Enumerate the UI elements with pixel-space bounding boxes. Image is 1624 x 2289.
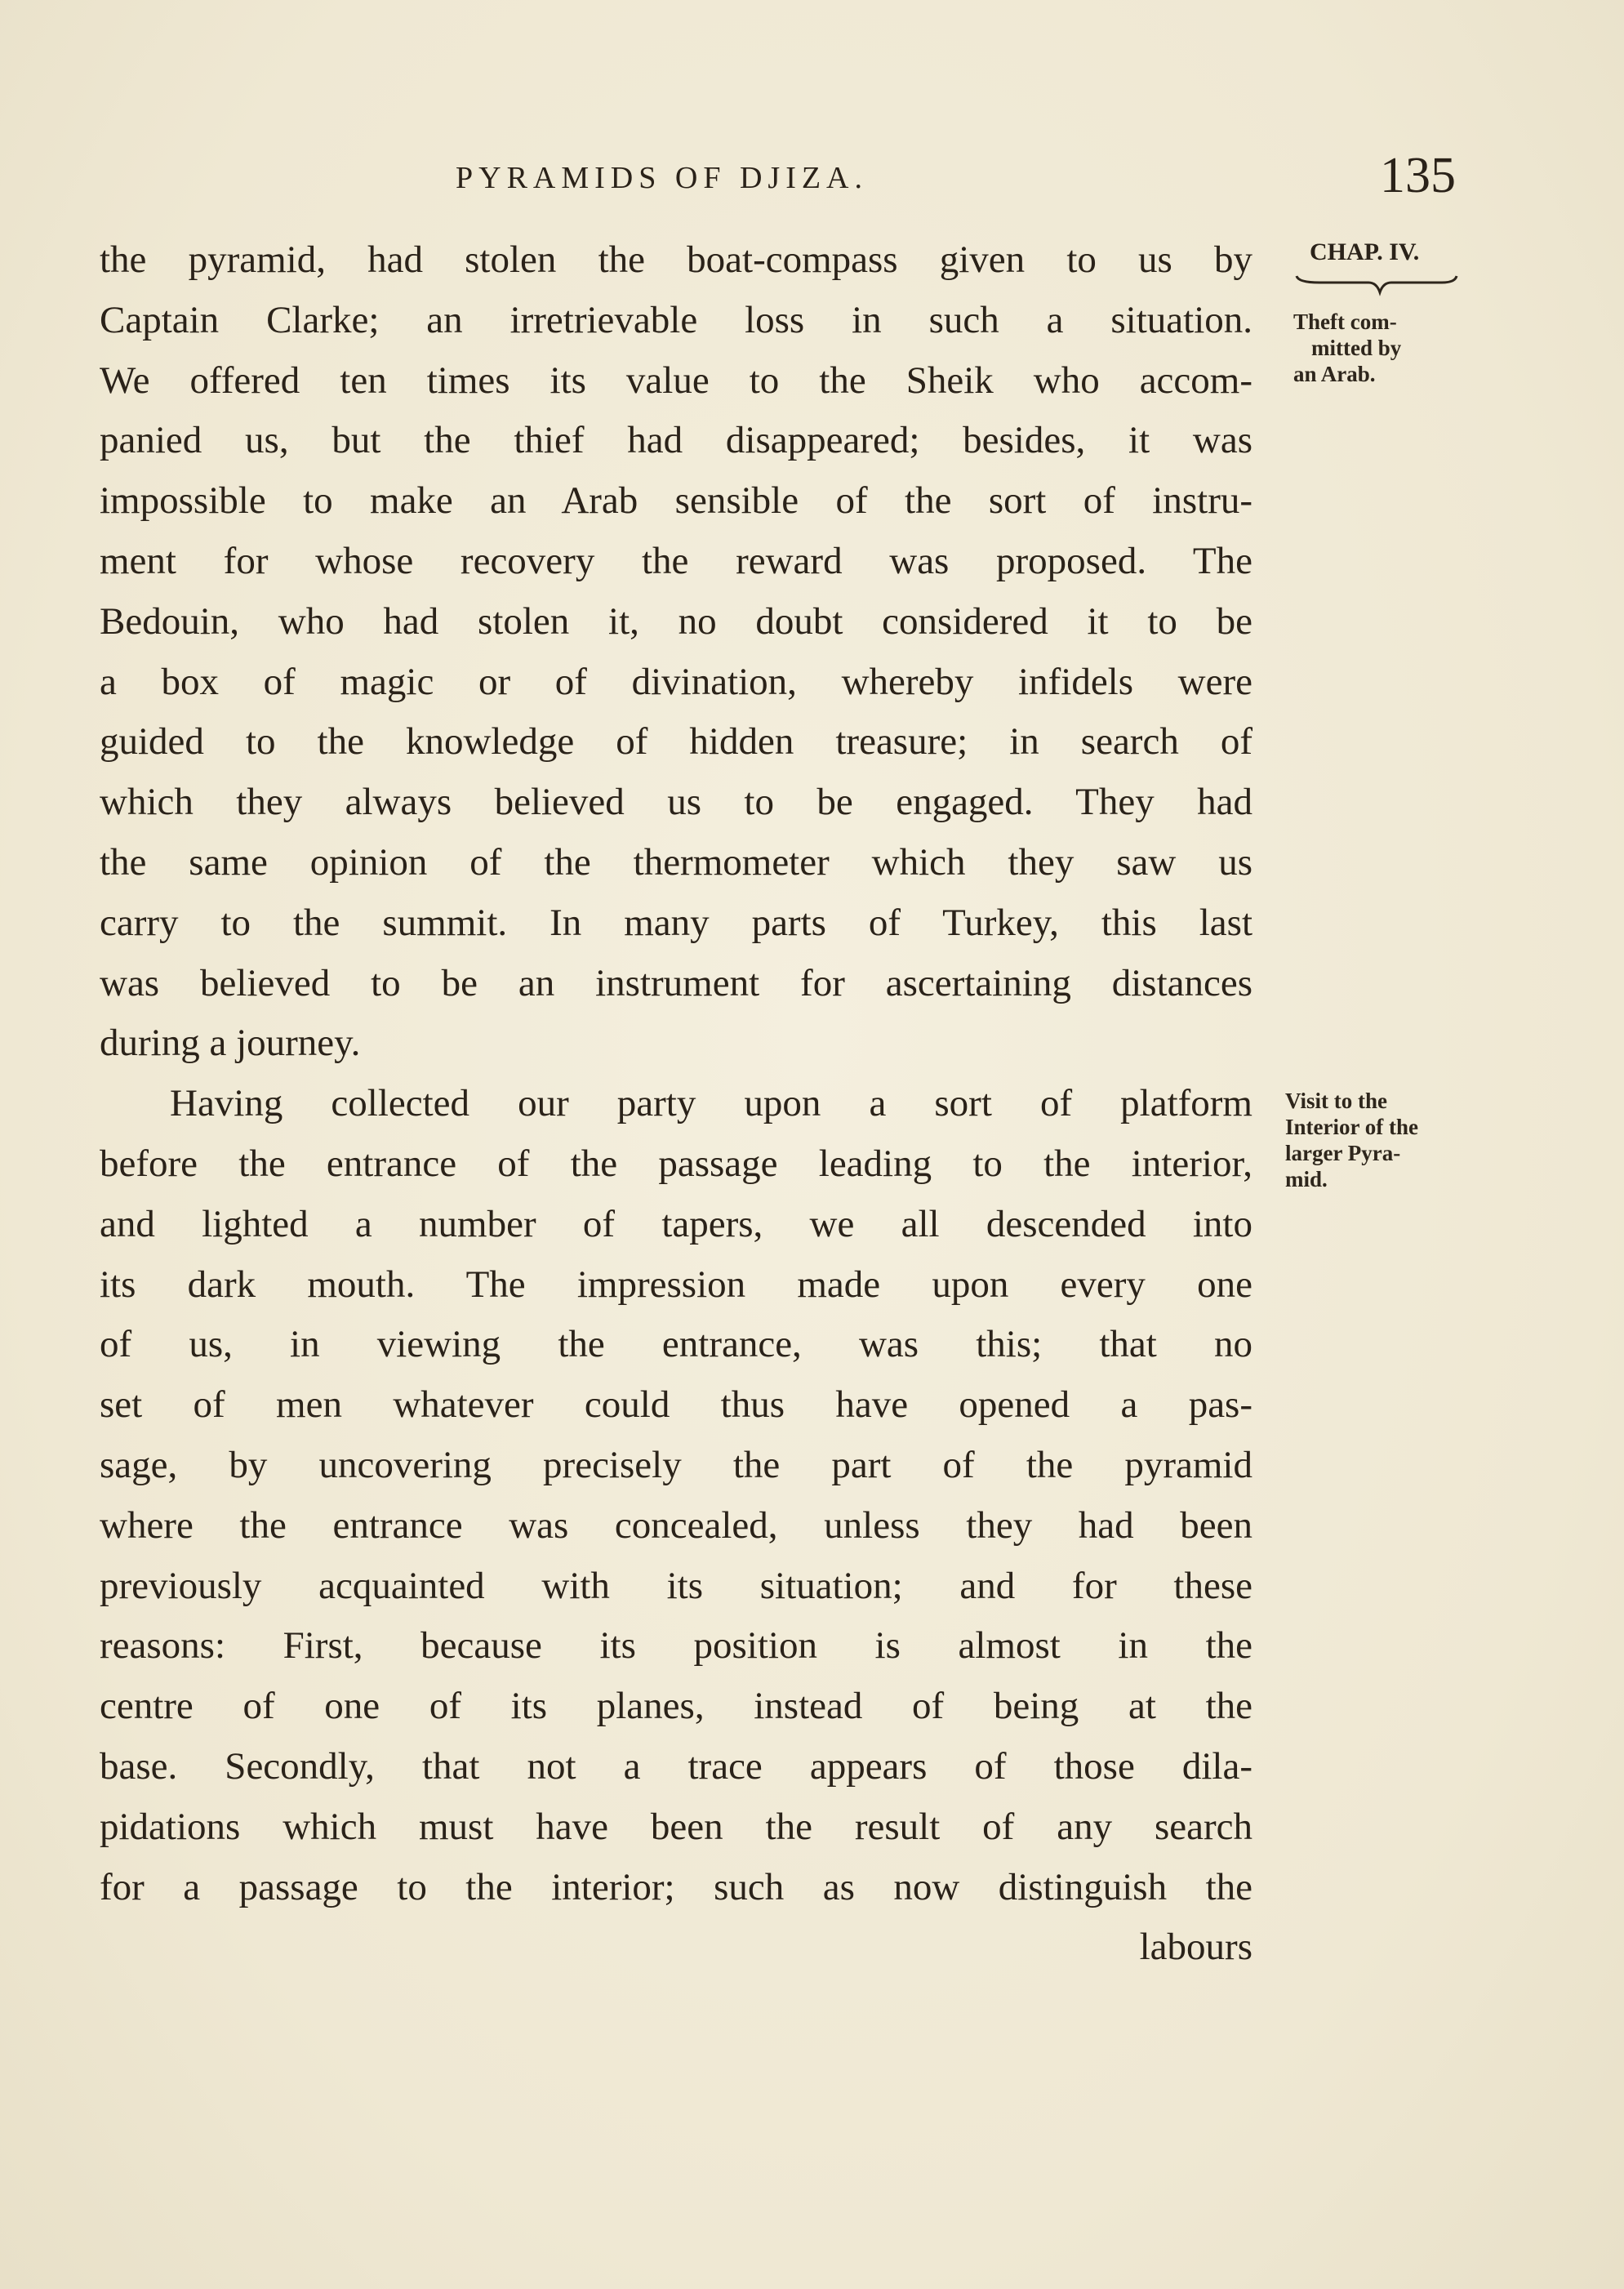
chapter-label: CHAP. IV. (1310, 238, 1420, 265)
margin-note-visit (1285, 1088, 1418, 1192)
margin-note-theft (1293, 309, 1401, 387)
text-line: pidations which must have been the result of any search (100, 1805, 1252, 1848)
text-line: sage, by uncovering precisely the part of the pyramid (100, 1443, 1252, 1486)
brace-ornament (1295, 273, 1458, 297)
text-line: where the entrance was concealed, unless they had been (100, 1503, 1252, 1547)
text-line: carry to the summit. In many parts of Turkey, this last (100, 901, 1252, 944)
text-line: ment for whose recovery the reward was proposed. The (100, 539, 1252, 582)
text-line: base. Secondly, that not a trace appears of those dila- (100, 1744, 1252, 1788)
text-line: and lighted a number of tapers, we all descended into (100, 1202, 1252, 1245)
margin-note-line: mid. (1285, 1167, 1328, 1191)
margin-note-line: an Arab. (1293, 362, 1376, 386)
text-line: reasons: First, because its position is almost in the (100, 1624, 1252, 1668)
text-line: which they always believed us to be engaged. They had (100, 781, 1252, 824)
page-number: 135 (1380, 148, 1456, 203)
text-line: its dark mouth. The impression made upon every one (100, 1263, 1252, 1306)
margin-note-line: Interior of the (1285, 1115, 1418, 1139)
text-line: of us, in viewing the entrance, was this; that no (100, 1323, 1252, 1366)
text-line: for a passage to the interior; such as now distinguish the (100, 1865, 1252, 1908)
text-line: guided to the knowledge of hidden treasure; in search of (100, 720, 1252, 764)
text-line: during a journey. (100, 1022, 361, 1065)
text-line: centre of one of its planes, instead of being at the (100, 1685, 1252, 1728)
running-title: PYRAMIDS OF DJIZA. (456, 161, 868, 195)
text-line: We offered ten times its value to the Sheik who accom- (100, 358, 1252, 402)
text-line: panied us, but the thief had disappeared; besides, it was (100, 419, 1252, 462)
margin-note-line: mitted by (1311, 336, 1402, 360)
text-line: set of men whatever could thus have opened a pas- (100, 1383, 1252, 1427)
margin-note-line: larger Pyra- (1285, 1141, 1401, 1165)
text-line: previously acquainted with its situation; and for these (100, 1564, 1252, 1607)
text-line: Having collected our party upon a sort of platform (170, 1082, 1252, 1125)
text-line: impossible to make an Arab sensible of the sort of instru- (100, 479, 1252, 523)
margin-note-line: Theft com- (1293, 310, 1397, 334)
text-line: was believed to be an instrument for ascertaining distances (100, 961, 1252, 1004)
text-line: the same opinion of the thermometer which they saw us (100, 840, 1252, 884)
text-line: the pyramid, had stolen the boat-compass given to us by (100, 238, 1252, 281)
text-line: a box of magic or of divination, whereby infidels were (100, 660, 1252, 703)
text-line: before the entrance of the passage leading to the interior, (100, 1142, 1252, 1185)
body-text (100, 230, 1252, 1978)
catchword: labours (1139, 1926, 1252, 1969)
text-line: Bedouin, who had stolen it, no doubt considered it to be (100, 599, 1252, 643)
text-line: Captain Clarke; an irretrievable loss in such a situation. (100, 298, 1252, 341)
margin-note-line: Visit to the (1285, 1089, 1387, 1113)
